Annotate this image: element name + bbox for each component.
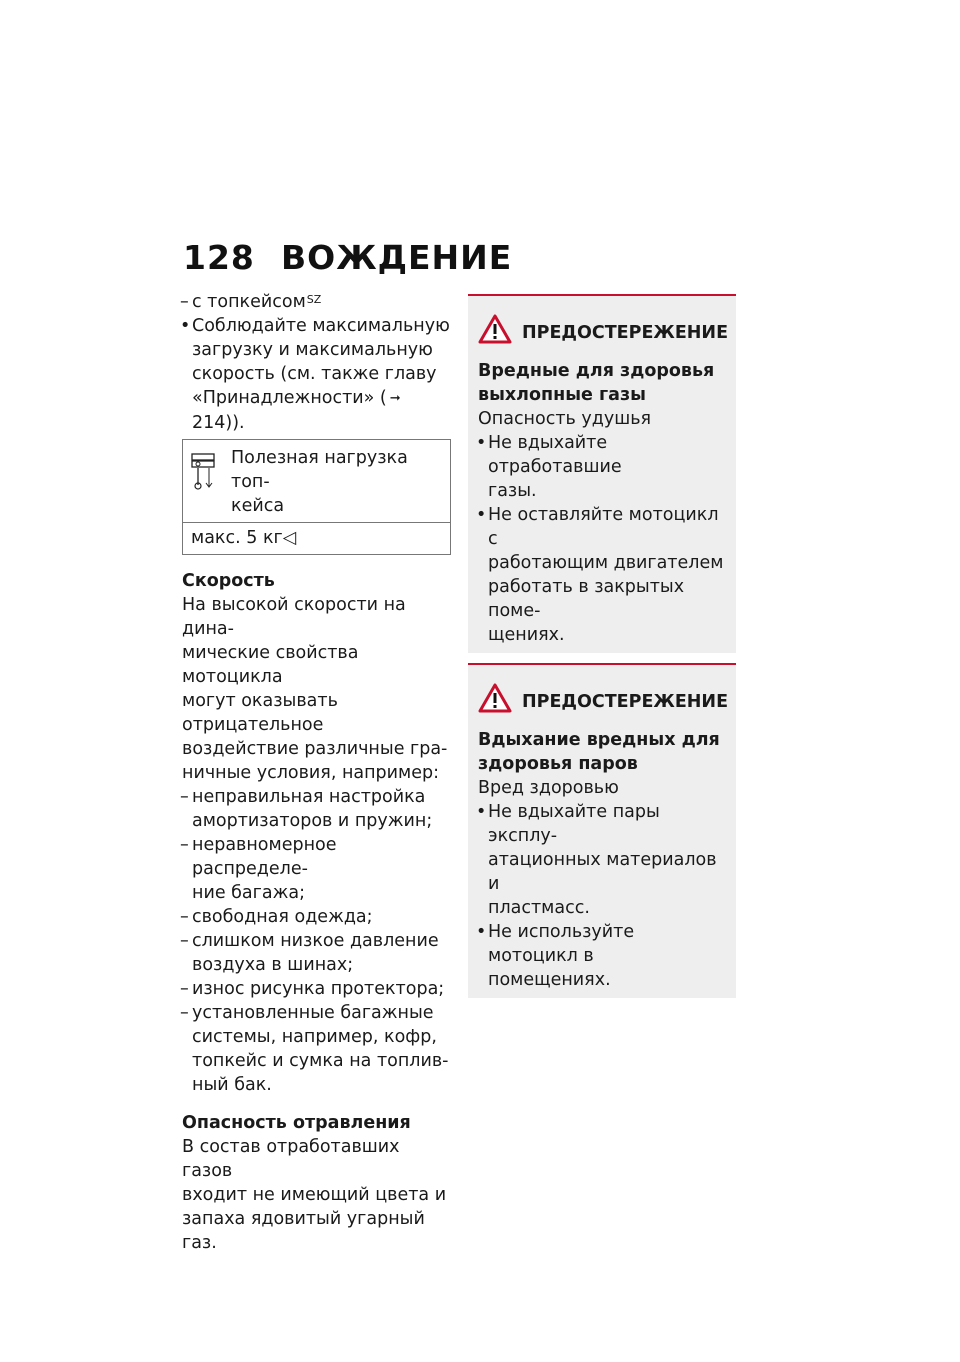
warning-subtitle: Вред здоровью: [478, 778, 619, 798]
list-item: – неправильная настройка амортизаторов и пружин;: [182, 785, 450, 833]
spec-table: [182, 439, 451, 555]
speed-heading: Скорость: [182, 571, 275, 591]
warning-triangle-icon: [478, 683, 512, 720]
warning-title: Вредные для здоровья выхлопные газы: [478, 361, 715, 405]
warning-bullet: • Не вдыхайте отработавшие газы.: [478, 431, 726, 503]
page-reference-arrow-icon: ➞: [389, 391, 401, 406]
bullet-line: скорость (см. также главу: [192, 364, 437, 384]
section-title: ВОЖДЕНИЕ: [281, 238, 513, 277]
right-column: [468, 294, 736, 998]
list-item: – свободная одежда;: [182, 905, 450, 929]
page-reference-link[interactable]: 214)).: [192, 413, 245, 433]
model-superscript: SZ: [306, 293, 322, 306]
spec-value: макс. 5 кг◁: [191, 528, 297, 548]
load-bullet: [182, 314, 450, 435]
warning-title: Вдыхание вредных для здоровья паров: [478, 730, 720, 774]
bullet-line: загрузку и максимальную: [192, 340, 433, 360]
warning-box-vapors: [468, 663, 736, 998]
warning-subtitle: Опасность удушья: [478, 409, 652, 429]
page-header: [183, 238, 512, 277]
intro-item: – с топкейсом$^{SZ}$: [182, 290, 450, 314]
speed-conditions-list: [182, 785, 450, 1097]
spec-label: Полезная нагрузка топ- кейса: [231, 448, 408, 516]
page-number: 128: [183, 238, 255, 277]
topcase-load-icon: [191, 446, 231, 518]
warning-box-exhaust: [468, 294, 736, 653]
poison-heading: Опасность отравления: [182, 1113, 411, 1133]
bullet-line: • Соблюдайте максимальную: [192, 316, 450, 336]
left-column: [182, 290, 450, 1255]
warning-label: ПРЕДОСТЕРЕЖЕНИЕ: [522, 691, 729, 712]
speed-text: На высокой скорости на дина- мические свойства мотоцикла могут оказывать отрицательное воздействие различные гра- ничные условия, например:: [182, 595, 448, 783]
warning-bullet: • Не используйте мотоцикл в помещениях.: [478, 920, 726, 992]
spec-row-label: [183, 440, 450, 523]
warning-bullet: • Не оставляйте мотоцикл с работающим двигателем работать в закрытых поме- щениях.: [478, 503, 726, 647]
warning-bullet: • Не вдыхайте пары эксплу- атационных материалов и пластмасс.: [478, 800, 726, 920]
list-item: – слишком низкое давление воздуха в шинах;: [182, 929, 450, 977]
poison-text: В состав отработавших газов входит не имеющий цвета и запаха ядовитый угарный газ.: [182, 1137, 447, 1253]
list-item: – неравномерное распределе- ние багажа;: [182, 833, 450, 905]
list-item: – износ рисунка протектора;: [182, 977, 450, 1001]
list-item: – установленные багажные системы, например, кофр, топкейс и сумка на топлив- ный бак.: [182, 1001, 450, 1097]
warning-header: [478, 683, 729, 720]
warning-triangle-icon: [478, 314, 512, 351]
bullet-line: «Принадлежности» ( ➞214)).: [192, 388, 401, 433]
warning-label: ПРЕДОСТЕРЕЖЕНИЕ: [522, 322, 729, 343]
warning-header: [478, 314, 729, 351]
